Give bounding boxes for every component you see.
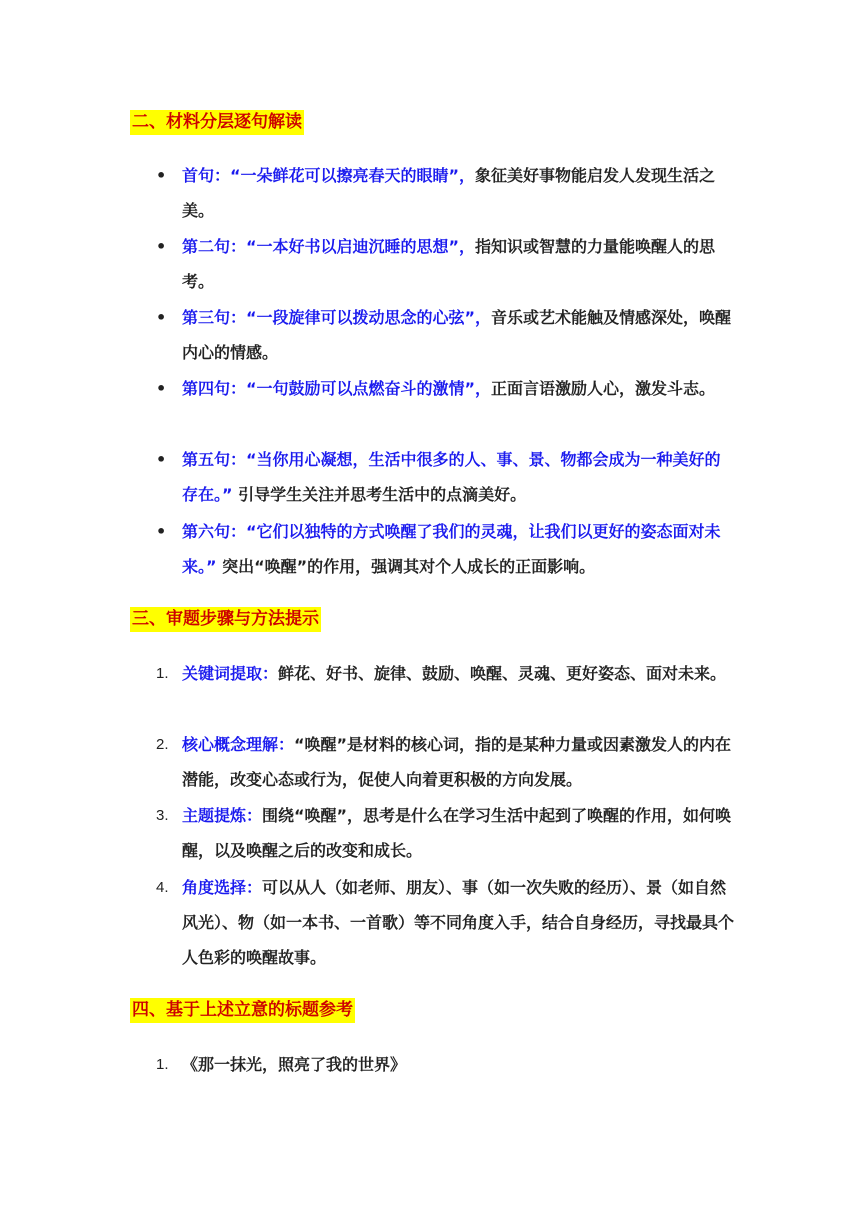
- section-heading: 四、基于上述立意的标题参考: [130, 998, 355, 1023]
- item-text: 正面言语激励人心，激发斗志。: [491, 379, 716, 398]
- item-text: 指知识或智慧的力量能唤醒人的思考。: [182, 237, 716, 291]
- item-label: 第四句：“一句鼓励可以点燃奋斗的激情”，: [182, 379, 492, 398]
- item-label: 关键词提取：: [182, 664, 279, 683]
- list-item: [156, 656, 734, 691]
- list-item: [156, 300, 734, 370]
- item-number: 3.: [156, 807, 169, 824]
- item-text: 突出“唤醒”的作用，强调其对个人成长的正面影响。: [222, 557, 596, 576]
- section-heading: 二、材料分层逐句解读: [130, 110, 304, 135]
- item-label: 首句：“一朵鲜花可以擦亮春天的眼睛”，: [182, 166, 476, 185]
- bullet-icon: •: [156, 522, 167, 541]
- list-item: [156, 158, 734, 228]
- bullet-icon: •: [156, 308, 167, 327]
- list-item: [156, 870, 735, 975]
- item-label: 主题提炼：: [182, 806, 263, 825]
- item-label: 第五句：“当你用心凝想，生活中很多的人、事、景、物都会成为一种美好的存在。”: [182, 450, 721, 504]
- item-text: 围绕“唤醒”，思考是什么在学习生活中起到了唤醒的作用，如何唤醒，以及唤醒之后的改变和成长。: [182, 806, 732, 860]
- item-text: 象征美好事物能启发人发现生活之美。: [182, 166, 716, 220]
- list-item: [156, 1047, 734, 1082]
- list-item: [156, 371, 734, 406]
- item-text: 音乐或艺术能触及情感深处，唤醒内心的情感。: [182, 308, 732, 362]
- item-number: 4.: [156, 879, 169, 896]
- bullet-icon: •: [156, 450, 167, 469]
- item-label: 第六句：“它们以独特的方式唤醒了我们的灵魂，让我们以更好的姿态面对未来。”: [182, 522, 721, 576]
- section-heading: 三、审题步骤与方法提示: [130, 607, 321, 632]
- item-text: 引导学生关注并思考生活中的点滴美好。: [238, 485, 527, 504]
- item-number: 1.: [156, 665, 169, 682]
- list-item: [156, 514, 734, 584]
- list-item: [156, 229, 734, 299]
- list-item: [156, 727, 734, 797]
- item-label: 角度选择：: [182, 878, 263, 897]
- item-number: 2.: [156, 736, 169, 753]
- list-item: [156, 442, 734, 512]
- item-text: 鲜花、好书、旋律、鼓励、唤醒、灵魂、更好姿态、面对未来。: [278, 664, 727, 683]
- item-text: “唤醒”是材料的核心词，指的是某种力量或因素激发人的内在潜能，改变心态或行为，促使人向着更积极的方向发展。: [182, 735, 732, 789]
- item-label: 核心概念理解：: [182, 735, 295, 754]
- item-text: 《那一抹光，照亮了我的世界》: [182, 1055, 407, 1074]
- list-item: [156, 798, 734, 868]
- item-label: 第三句：“一段旋律可以拨动思念的心弦”，: [182, 308, 492, 327]
- item-label: 第二句：“一本好书以启迪沉睡的思想”，: [182, 237, 476, 256]
- item-text: 可以从人（如老师、朋友）、事（如一次失败的经历）、景（如自然风光）、物（如一本书、一首歌）等不同角度入手，结合自身经历，寻找最具个人色彩的唤醒故事。: [182, 878, 735, 967]
- bullet-icon: •: [156, 166, 167, 185]
- bullet-icon: •: [156, 237, 167, 256]
- item-number: 1.: [156, 1056, 169, 1073]
- bullet-icon: •: [156, 379, 167, 398]
